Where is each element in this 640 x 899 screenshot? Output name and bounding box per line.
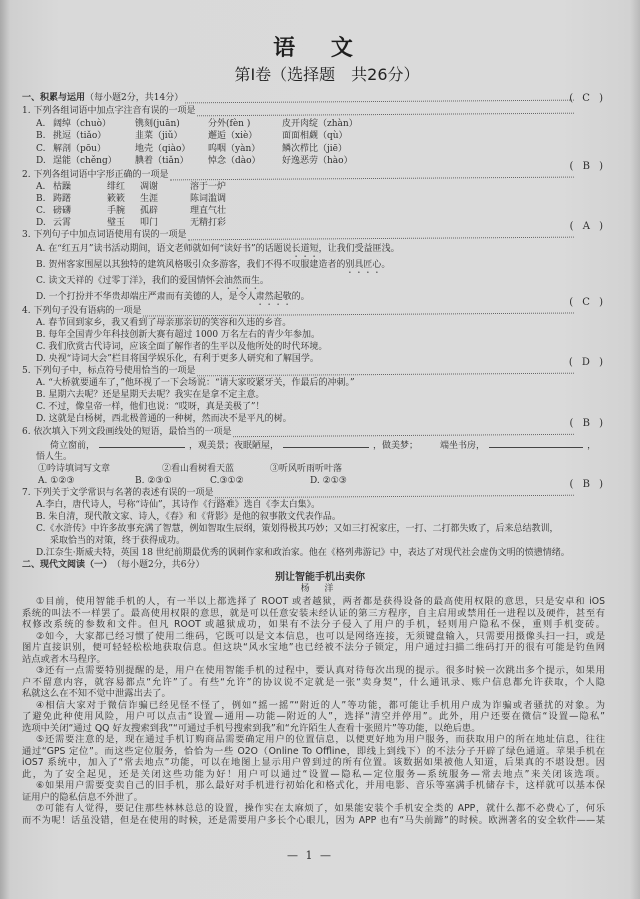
option-text: 一个打扮并不华贵却端庄严肃而有美德的人，是令人: [48, 292, 256, 302]
passage-text: 端坐书房，: [440, 441, 486, 451]
option-text: 。: [381, 260, 391, 270]
option-text: 这就是白杨树，西北极普通的一种树，然而决不是平凡的树。: [48, 414, 292, 424]
question-stem: 7. 下列关于文学常识与名著的表述有误的一项是: [22, 488, 214, 498]
option-item: 皮开肉绽（zhàn）: [282, 118, 358, 129]
article-line: 而不为呢！话虽没错，但是在使用的时候，还是需要用户多长个心眼儿，因为 APP 也有“马失前蹄”的时候。欧洲著名的安全软件——某: [22, 814, 605, 826]
option-row: [0, 475, 640, 487]
option-text: 星期六去呢？还是星期天去呢？我实在是拿不定主意。: [48, 390, 265, 400]
passage-line: [0, 438, 640, 451]
option-item: 腆着（tiǎn）: [135, 156, 189, 166]
phrase-2: ②看山看树看天蓝: [162, 464, 235, 474]
option-label: D.: [310, 476, 320, 486]
option-b: [0, 511, 640, 523]
option-c-continued: [0, 535, 640, 547]
article-line: 系统的叫法不一样罢了。最高使用权限的意思，就是可以任意安装未经认证的第三方程序，自主启用或禁用任一进程以及硬件，甚至有: [22, 607, 605, 619]
option-d: [0, 289, 640, 305]
section-label: 一、积累与运用: [22, 93, 86, 103]
option-d: [0, 217, 640, 229]
dot-leader: [197, 106, 574, 116]
option-text: 央视“诗词大会”栏目将国学娱乐化，有利于更多人研究和了解国学。: [48, 354, 319, 364]
option-label: C.: [36, 276, 46, 286]
option-item: 分外(fèn ): [208, 118, 251, 129]
passage-text: ，做美梦；: [373, 441, 419, 451]
option-text: 我们欣赏古代诗词，应该全面了解作者的生平以及他所处的时代环境。: [48, 342, 328, 352]
option-item: 璧玉: [107, 218, 126, 228]
option-label: D.: [36, 354, 46, 364]
question-stem: 5. 下列句子中，标点符号使用恰当的一项是: [22, 366, 196, 376]
exam-subject-title: 语 文: [273, 36, 367, 61]
article-line: ①目前，使用智能手机的人，有一半以上都选择了 ROOT 或者越狱，两者都是获得设备的最高使用权限的意思，只是安卓和 iOS: [36, 596, 605, 607]
option-d: [0, 155, 640, 168]
article-line: ⑦可能有人觉得，要记住那些林林总总的设置，操作实在太麻烦了，如果能安装个手机安全类的 APP，就什么都不必费心了，何乐: [36, 803, 605, 814]
option-item: 凋谢: [140, 182, 159, 192]
passage-text: ，: [587, 441, 597, 451]
option-item: 挑逗（tiǎo）: [53, 131, 107, 141]
dot-leader: [143, 306, 574, 316]
passage-text: 倚立窗前，: [50, 441, 96, 451]
answer-mark: ( A ): [569, 221, 606, 232]
option-a: [0, 118, 640, 131]
option-b: [0, 389, 640, 401]
phrase-choices: [0, 463, 640, 475]
question-stem: 2. 下列各组词语中字形正确的一项是: [22, 170, 169, 180]
option-item: 生涯: [140, 194, 159, 204]
section-note: （每小题2分，共6分）: [112, 560, 205, 570]
option-text: 采取恰当的对策，终于获得成功。: [50, 536, 186, 546]
option-label: A.: [36, 118, 46, 129]
option-label: D.: [36, 548, 46, 558]
article-line: ②如今，大家都已经习惯了使用二维码，它既可以是文本信息，也可以是网络连接，无须键盘输入，只需要用摄像头扫一扫，或是: [36, 630, 605, 642]
article-body: [22, 596, 605, 826]
option-item: 溶于一炉: [190, 182, 227, 192]
option-c: [210, 475, 244, 487]
article-line: 权修改系统的参数和文件。但凡 ROOT 或越狱成功，如果有不法分子侵入了用户的手机，轻则用户隐私不保，重则手机变砖。: [22, 619, 605, 630]
option-sentence: [36, 413, 292, 425]
page-number: — 1 —: [287, 849, 333, 862]
section-header-1: [0, 92, 640, 104]
option-label: A.: [36, 500, 46, 510]
emphasized-word: 长道短: [291, 244, 319, 254]
article-line: ⑥如果用户需要变卖自己的旧手机，那么最好对手机进行初始化和格式化，并用电影、音乐等塞满手机储存卡，这样就可以基本保: [36, 780, 605, 791]
article-title: 别让智能手机出卖你: [275, 572, 365, 583]
option-label: D.: [36, 292, 46, 302]
option-label: D.: [36, 156, 46, 166]
option-item: 面面相觑（qù）: [282, 131, 348, 141]
dot-leader: [188, 230, 574, 240]
option-text: 在“红五月”读书活动期间，语文老师就如何“读好书”的话题说: [48, 244, 292, 254]
option-item: 孤辟: [140, 206, 159, 216]
option-item: 枯躁: [53, 182, 72, 192]
answer-mark: ( B ): [569, 479, 606, 490]
option-item: 镌刻(juān): [135, 118, 180, 129]
option-label: B.: [135, 476, 145, 486]
option-d: [310, 475, 347, 487]
section-label: 二、现代文阅读（一）: [22, 560, 113, 570]
article-line: 了避免此种使用风险，用户可以点击“设置—通用—功能—附近的人”，选择“清空并停用”。此外，用户还要在微信“设置—隐私”: [22, 711, 605, 722]
option-a: [0, 377, 640, 389]
option-label: A.: [36, 244, 46, 254]
option-c: [0, 401, 640, 413]
dot-leader: [197, 366, 574, 376]
option-item: 邂逅（xiè）: [208, 131, 258, 141]
article-line: 私就这么在不知不觉中泄露出去了。: [22, 688, 171, 699]
passage-line: [0, 451, 640, 463]
option-item: 逞能（chěng）: [53, 156, 117, 166]
article-line: ③还有一点需要特别提醒的是，用户在使用智能手机的过程中，要认真对待每次出现的提示。很多时候一次跳出多个提示，如果用: [36, 665, 605, 676]
option-b: [0, 257, 640, 273]
option-item: 鳞次栉比（jiē）: [282, 143, 347, 154]
dot-leader: [215, 488, 574, 498]
option-label: C.: [210, 476, 220, 486]
option-text: 李白，唐代诗人，号称“诗仙”，其诗作《行路难》选自《李太白集》。: [45, 500, 321, 510]
fill-blank-1: [99, 438, 185, 448]
question-stem: 4. 下列句子没有语病的一项是: [22, 306, 142, 316]
option-sentence: [36, 401, 265, 413]
option-text: ②③①: [147, 476, 172, 486]
option-item: 韭菜（jiǔ）: [135, 131, 183, 141]
paper-part-title: 第Ⅰ卷（选择题 共26分）: [234, 65, 420, 84]
answer-mark: ( B ): [569, 161, 606, 172]
option-sentence: [36, 329, 320, 341]
article-line: 户不留意内容，就容易都点“允许”了。有些“允许”的协议说不定就是一张“卖身契”，什么通讯录、账户信息都允许获取，个人隐: [22, 676, 605, 688]
article-author: 杨 洋: [300, 584, 340, 594]
option-b: [135, 475, 172, 487]
article-line: 此，为了安全起见，还是关闭这些功能为好！用户可以通过“设置—隐私—定位服务—系统服务—常去地点”来关闭该选项。: [22, 768, 605, 780]
answer-mark: ( C ): [569, 93, 606, 104]
option-item: 叩门: [140, 218, 159, 228]
option-label: D.: [36, 218, 46, 228]
emphasized-word: 肃然起敬: [255, 292, 292, 302]
answer-mark: ( C ): [569, 297, 606, 308]
option-b: [0, 329, 640, 341]
option-d: [0, 413, 640, 425]
option-label: A.: [36, 378, 46, 388]
option-label: C.: [36, 402, 46, 412]
question-stem: 6. 依次填入下列文段画线处的短语，最恰当的一项是: [22, 427, 232, 437]
fill-blank-2: [283, 438, 369, 448]
option-a: [0, 317, 640, 329]
article-line: 通过“GPS 定位”。而这些定位服务，恰恰为一些 O2O（Online To Offline，即线上到线下）的不法分子开辟了绿色通道。苹果手机在: [22, 745, 605, 757]
article-line: ④相信大家对于微信诈骗已经见怪不怪了，例如“摇一摇”“附近的人”等功能，都可能让手机用户成为诈骗或者骚扰的对象。为: [36, 699, 605, 711]
option-item: 好逸恶劳（hào）: [282, 156, 353, 166]
passage-text: 悟人生。: [36, 452, 73, 462]
option-item: 理直气壮: [190, 206, 227, 216]
option-d: [0, 353, 640, 365]
option-c: [0, 143, 640, 156]
article-line: ⑤还需要注意的是，现在通过手机订购商品需要确定用户的位置信息，以便更好地为用户服务，而获取用户的所在地址信息，往往: [36, 734, 605, 745]
option-a: [0, 241, 640, 257]
article-line: 站点或者木马程序。: [22, 653, 106, 665]
option-label: A.: [36, 182, 46, 192]
emphasized-word: 别具匠心: [345, 260, 382, 270]
option-label: B.: [36, 330, 46, 340]
option-text: ③①②: [219, 476, 244, 486]
option-sentence: [36, 377, 355, 389]
article-line: 选项中关闭“通过 QQ 好友搜索到我”“可通过手机号搜索到我”和“允许陌生人查看十张照片”等功能，以绝后患。: [22, 722, 481, 734]
option-d: [0, 547, 640, 559]
option-c: [0, 341, 640, 353]
option-text: ②①③: [322, 476, 347, 486]
option-item: 无精打彩: [190, 218, 227, 228]
question-stem: 3. 下列句子中加点词语使用有误的一项是: [22, 230, 187, 240]
option-text: 。: [259, 276, 269, 286]
option-label: A.: [38, 476, 48, 486]
option-sentence: [36, 353, 319, 365]
option-c: [0, 205, 640, 217]
answer-mark: ( B ): [569, 418, 606, 429]
option-label: A.: [36, 318, 46, 328]
option-item: 悼念（dào）: [208, 156, 261, 166]
section-header-2: [0, 559, 640, 571]
article-line: 图片直接识别，便可轻轻松松地获取信息。但这块“风水宝地”也已经被不法分子锁定，用户通过扫描二维码打开的很有可能是钓鱼网: [22, 642, 605, 653]
phrase-3: ③听风听雨听叶落: [270, 464, 343, 474]
option-label: C.: [36, 143, 46, 154]
section-note: （每小题2分，共14分）: [85, 93, 184, 103]
option-c: [0, 523, 640, 535]
emphasized-word: 油然而生: [223, 276, 260, 286]
option-text: ，让我们受益匪浅。: [318, 244, 400, 254]
article-line: 证用户的隐私信息不外泄了。: [22, 791, 143, 803]
option-text: 《水浒传》中许多故事充满了智慧，例如智取生辰纲，策划得极其巧妙；又如三打祝家庄，一打、二打都失败了，后来总结教训，: [45, 524, 559, 534]
answer-mark: ( D ): [568, 357, 606, 368]
option-item: 地壳（qiào）: [135, 143, 191, 154]
option-item: 簌簌: [107, 194, 126, 204]
option-label: C.: [36, 342, 46, 352]
option-sentence: [36, 389, 264, 401]
option-text: “大桥就要通车了，”他环视了一下会场说：“请大家咬紧牙关，作最后的冲刺。”: [48, 378, 355, 388]
option-b: [0, 193, 640, 205]
option-item: 阔绰（chuò）: [53, 118, 112, 129]
option-c: [0, 273, 640, 289]
option-sentence: [36, 317, 291, 329]
option-text: ①②③: [50, 476, 75, 486]
option-item: 磅礴: [53, 206, 72, 216]
option-text: 江奈生·斯威夫特，英国 18 世纪前期最优秀的讽刺作家和政治家。他在《格列弗游记》中，表达了对现代社会虚伪文明的愤懑情绪。: [45, 548, 570, 558]
option-text: 朱自清，现代散文家、诗人，《春》和《背影》是他的叙事散文代表作品。: [48, 512, 341, 522]
dot-leader: [233, 427, 574, 436]
phrase-1: ①吟诗填词写文章: [38, 464, 111, 474]
option-label: C.: [36, 206, 46, 216]
option-text: 贺州客家围屋以其独特的建筑风格吸引众多游客，我们不得不叹服建造者的: [48, 260, 346, 270]
option-item: 解剖（pōu）: [53, 143, 106, 154]
option-text: 每年全国青少年科技创新大赛有超过 1000 万名左右的青少年参加。: [48, 330, 320, 340]
dot-leader: [170, 170, 574, 180]
option-item: 云霄: [53, 218, 72, 228]
option-a: [0, 499, 640, 511]
option-item: 踌躇: [53, 194, 72, 204]
option-text: 春节回到家乡，我又看到了母亲那亲切的笑容和久违的乡音。: [48, 318, 292, 328]
dot-leader: [185, 93, 574, 103]
option-item: 呜咽（yàn）: [208, 143, 261, 154]
option-label: B.: [36, 131, 46, 141]
option-label: B.: [36, 194, 46, 204]
option-text: 的。: [291, 292, 310, 302]
option-a: [38, 475, 74, 487]
fill-blank-3: [489, 438, 583, 448]
option-label: B.: [36, 260, 46, 270]
option-label: B.: [36, 512, 46, 522]
option-item: 绯红: [107, 182, 126, 192]
article-line: iOS7 系统中，加入了“常去地点”功能，可以在地图上显示用户曾到过的所有位置。该数据如果被他人知道，后果真的不堪设想。因: [22, 757, 605, 768]
option-item: 陈词滥调: [190, 194, 227, 204]
passage-text: ，观美景；夜眠陋屋，: [189, 441, 280, 451]
option-label: D.: [36, 414, 46, 424]
option-text: 读文天祥的《过零丁洋》，我们的爱国情怀会: [48, 276, 224, 286]
option-item: 手腕: [107, 206, 126, 216]
option-label: B.: [36, 390, 46, 400]
option-label: C.: [36, 524, 46, 534]
option-b: [0, 130, 640, 143]
option-text: 不过，像皇帝一样，他们也说：“哎呀，真是美极了”！: [48, 402, 265, 412]
question-stem: 1. 下列各组词语中加点字注音有误的一项是: [22, 106, 196, 116]
option-a: [0, 181, 640, 193]
option-sentence: [36, 341, 327, 353]
